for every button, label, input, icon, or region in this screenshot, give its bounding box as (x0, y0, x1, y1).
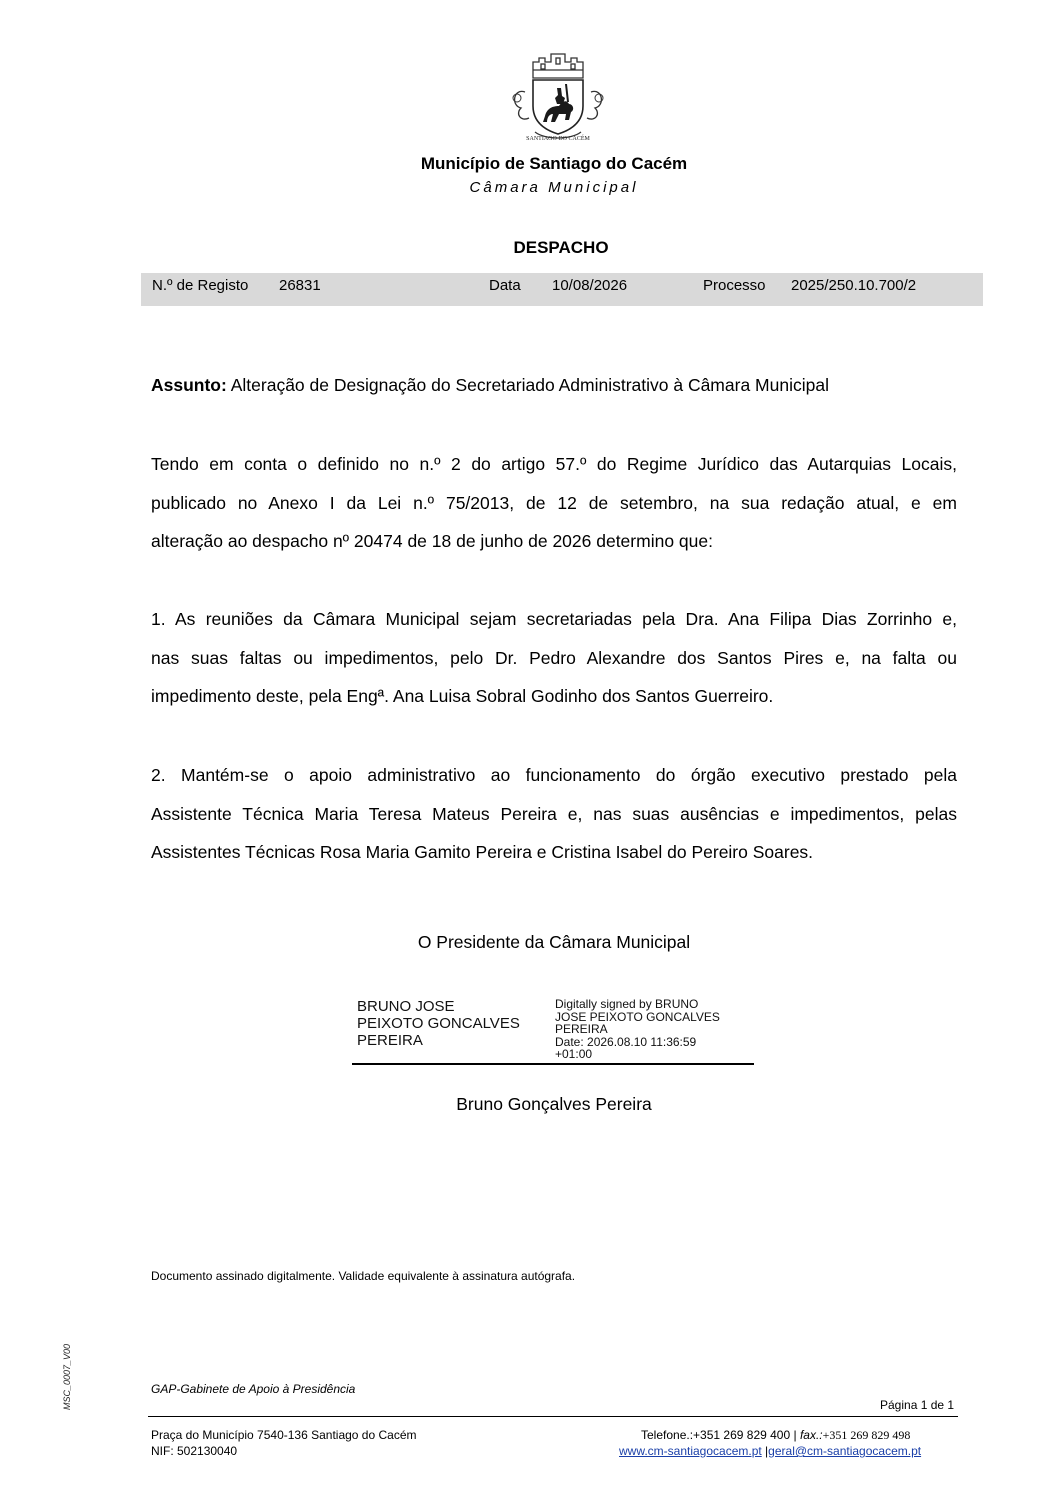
footer-divider (148, 1416, 958, 1417)
paragraph-line: publicado no Anexo I da Lei n.º 75/2013, de 12 de setembro, na sua redação atual, e em (151, 492, 957, 513)
footer-web-links: www.cm-santiagocacem.pt |geral@cm-santiagocacem.pt (619, 1444, 922, 1458)
signature-name-line: BRUNO JOSE (357, 998, 455, 1015)
registry-number-label: N.º de Registo (152, 277, 249, 294)
body-paragraph-intro (151, 445, 957, 561)
registry-info-bar (141, 273, 983, 306)
signer-name: Bruno Gonçalves Pereira (456, 1094, 652, 1114)
signature-name-line: PEREIRA (357, 1032, 423, 1049)
document-type-title: DESPACHO (513, 238, 609, 257)
organization-subtitle: Câmara Municipal (469, 179, 639, 196)
footer-address: Praça do Município 7540-136 Santiago do Cacém (151, 1428, 417, 1442)
paragraph-line: nas suas faltas ou impedimentos, pelo Dr. Pedro Alexandre dos Santos Pires e, na falta ou (151, 647, 957, 668)
svg-text:SANTIAGO DO CACÉM: SANTIAGO DO CACÉM (526, 136, 590, 142)
signature-name-line: PEIXOTO GONCALVES (357, 1015, 520, 1032)
organization-name: Município de Santiago do Cacém (420, 154, 688, 173)
subject-line (151, 375, 957, 396)
signature-underline (352, 1063, 754, 1065)
footer-contacts: Telefone.:+351 269 829 400 | fax.:+351 269 829 498 (641, 1428, 911, 1442)
process-value: 2025/250.10.700/2 (791, 277, 917, 294)
page-number: Página 1 de 1 (880, 1398, 955, 1412)
digital-signature-name (357, 998, 520, 1049)
paragraph-line: 1. As reuniões da Câmara Municipal sejam secretariadas pela Dra. Ana Filipa Dias Zorrinho e, (151, 609, 957, 629)
signatory-role: O Presidente da Câmara Municipal (417, 932, 691, 952)
date-label: Data (489, 277, 521, 294)
fax-value: +351 269 829 498 (822, 1428, 911, 1442)
subject-text: Alteração de Designação do Secretariado Administrativo à Câmara Municipal (230, 375, 829, 395)
body-paragraph-item-2 (151, 756, 957, 872)
digital-signature-details (555, 998, 720, 1061)
fax-label: fax.: (799, 1428, 823, 1442)
paragraph-line: alteração ao despacho nº 20474 de 18 de junho de 2026 determino que: (151, 531, 713, 551)
paragraph-line: 2. Mantém-se o apoio administrativo ao funcionamento do órgão executivo prestado pela (151, 765, 957, 785)
website-link[interactable]: www.cm-santiagocacem.pt (619, 1444, 762, 1458)
footer-nif: NIF: 502130040 (151, 1444, 238, 1458)
signature-detail-line: Digitally signed by BRUNO (555, 997, 699, 1011)
digital-signature-note: Documento assinado digitalmente. Validade equivalente à assinatura autógrafa. (151, 1269, 576, 1283)
paragraph-line: impedimento deste, pela Engª. Ana Luisa Sobral Godinho dos Santos Guerreiro. (151, 686, 774, 706)
signature-detail-line: PEREIRA (555, 1022, 608, 1036)
process-label: Processo (703, 277, 766, 294)
paragraph-line: Tendo em conta o definido no n.º 2 do artigo 57.º do Regime Jurídico das Autarquias Locais, (151, 454, 957, 474)
body-paragraph-item-1 (151, 600, 957, 716)
paragraph-line: Assistente Técnica Maria Teresa Mateus Pereira e, nas suas ausências e impedimentos, pelas (151, 803, 957, 824)
signature-detail-line: JOSE PEIXOTO GONCALVES (555, 1009, 720, 1024)
phone-value: +351 269 829 400 (693, 1428, 791, 1442)
signature-detail-line: Date: 2026.08.10 11:36:59 (555, 1034, 697, 1049)
subject-label: Assunto: (151, 375, 227, 395)
email-link[interactable]: geral@cm-santiagocacem.pt (768, 1444, 922, 1458)
date-value: 10/08/2026 (552, 277, 628, 294)
registry-number-value: 26831 (279, 277, 321, 294)
department-name: GAP-Gabinete de Apoio à Presidência (151, 1382, 356, 1396)
phone-label: Telefone.: (641, 1428, 694, 1442)
paragraph-line: Assistentes Técnicas Rosa Maria Gamito Pereira e Cristina Isabel do Pereiro Soares. (151, 842, 814, 862)
municipal-crest-logo (503, 48, 613, 144)
document-form-code: MSC_0007_V00 (62, 1343, 72, 1410)
signature-detail-line: +01:00 (555, 1047, 593, 1061)
